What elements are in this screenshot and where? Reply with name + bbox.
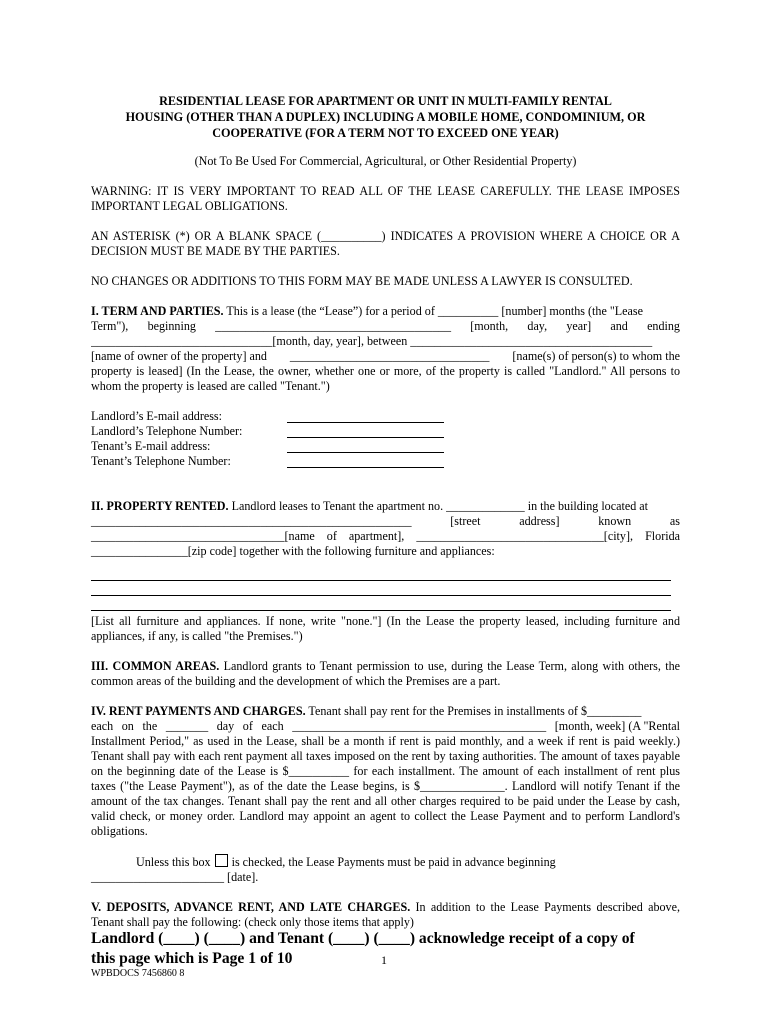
furniture-list-note: [List all furniture and appliances. If none, write "none."] (In the Lease the property leased, including furniture and appliances, if any, is called "the Premises.") (91, 614, 680, 643)
furniture-blank-line-1[interactable] (91, 566, 671, 581)
section-rent-payments (91, 704, 680, 885)
section1-line4 (91, 349, 680, 364)
s2-l2b: [street (450, 514, 481, 528)
s4-l2e: day (216, 719, 235, 733)
s1-l2a: Term"), (91, 319, 129, 333)
s1-l4b: _________________________________ (289, 349, 490, 363)
landlord-email-label: Landlord’s E-mail address: (91, 409, 222, 423)
s1-l2c: _______________________________________ (215, 319, 451, 333)
s2-l3d: _______________________________[city], (416, 529, 634, 543)
s4-l2c: the (142, 719, 158, 733)
furniture-list-blanks (91, 566, 680, 611)
s2-l2a: _____________________________________________________ (91, 514, 412, 528)
advance-text-a: Unless this box (136, 855, 211, 869)
asterisk-paragraph: AN ASTERISK (*) OR A BLANK SPACE (__________) INDICATES A PROVISION WHERE A CHOICE OR A DECISION MUST BE MADE BY THE PARTIES. (91, 229, 680, 258)
s1-l2f: year] (566, 319, 592, 333)
section-term-and-parties (91, 304, 680, 394)
page-number: 1 (381, 953, 387, 967)
title-line-3: COOPERATIVE (FOR A TERM NOT TO EXCEED ONE YEAR) (212, 126, 559, 140)
s1-l4a: [name of owner of the property] and (91, 349, 267, 363)
s1-l2b: beginning (147, 319, 196, 333)
document-id: WPBDOCS 7456860 8 (91, 968, 185, 979)
section1-line3: ______________________________[month, day, year], between ________________________________________ (91, 334, 653, 348)
landlord-phone-row (91, 424, 680, 439)
landlord-phone-blank[interactable] (287, 424, 444, 438)
title-line-2: HOUSING (OTHER THAN A DUPLEX) INCLUDING A MOBILE HOME, CONDOMINIUM, OR (125, 110, 646, 124)
s4-l1: Tenant shall pay rent for the Premises in installments of $_________ (305, 704, 642, 718)
section4-line2 (91, 719, 680, 734)
landlord-email-row (91, 409, 680, 424)
furniture-blank-line-2[interactable] (91, 581, 671, 596)
advance-date-line: ______________________ [date]. (91, 870, 259, 884)
s4-l2i: [month, week] (A "Rental (554, 719, 680, 733)
s2-l3c: apartment], (348, 529, 405, 543)
section1-heading: I. TERM AND PARTIES. (91, 304, 224, 318)
s2-l2e: as (669, 514, 680, 528)
tenant-email-label: Tenant’s E-mail address: (91, 439, 211, 453)
advance-payment-checkbox[interactable] (215, 854, 228, 867)
tenant-phone-row (91, 454, 680, 469)
s2-l3e: Florida (645, 529, 680, 543)
section1-line2 (91, 319, 680, 334)
section1-l1-text: This is a lease (the “Lease”) for a period of __________ [number] months (the "Lease (223, 304, 643, 318)
document-body (91, 93, 680, 930)
s4-l2f: of (242, 719, 253, 733)
s2-l2c: address] (519, 514, 560, 528)
document-title (91, 93, 680, 141)
advance-text-b: is checked, the Lease Payments must be paid in advance beginning (231, 855, 556, 869)
tenant-phone-blank[interactable] (287, 454, 444, 468)
section4-rest: Installment Period," as used in the Lease, shall be a month if rent is paid monthly, and a week if rent is paid weekly.) Tenant shall pay with each rent payment all taxes imposed on the rent by taxing authorities. The amount of taxes payable on the beginning date of the Lease is $__________ for each installment. The amount of each installment of rent plus taxes ("the Lease Payment"), as of the date the Lease begins, is $______________. Landlord will notify Tenant if the amount of the tax changes. Tenant shall pay the rent and all other charges required to be paid under the Lease by cash, valid check, or money order. Landlord may appoint an agent to collect the Lease Payment and to perform Landlord's obligations. (91, 734, 680, 838)
advance-payment-paragraph (91, 854, 680, 870)
section2-line4: ________________[zip code] together with the following furniture and appliances: (91, 544, 495, 558)
tenant-phone-label: Tenant’s Telephone Number: (91, 454, 231, 468)
s1-l2g: and (610, 319, 628, 333)
section2-line2 (91, 514, 680, 529)
section4-heading: IV. RENT PAYMENTS AND CHARGES. (91, 704, 306, 718)
section3-text: Landlord grants to Tenant permission to use, during the Lease Term, along with others, the common areas of the building and the development of which the Premises are a part. (91, 659, 681, 688)
ack-line-1: Landlord (____) (____) and Tenant (____) (____) acknowledge receipt of a copy of (91, 930, 635, 947)
section1-line1 (91, 304, 680, 319)
landlord-email-blank[interactable] (287, 409, 444, 423)
contact-fields (91, 409, 680, 469)
s2-l3b: of (326, 529, 337, 543)
section2-line3 (91, 529, 680, 544)
section-common-areas (91, 659, 680, 689)
section5-text: In addition to the Lease Payments described above, Tenant shall pay the following: (check only those items that apply) (91, 900, 680, 929)
s1-l2d: [month, (470, 319, 509, 333)
s4-l2b: on (121, 719, 134, 733)
acknowledgement-footer (91, 929, 691, 969)
s4-l2a: each (91, 719, 114, 733)
tenant-email-blank[interactable] (287, 439, 444, 453)
ack-line-2: this page which is Page 1 of 10 (91, 950, 293, 967)
title-line-1: RESIDENTIAL LEASE FOR APARTMENT OR UNIT IN MULTI-FAMILY RENTAL (159, 94, 612, 108)
s1-l2h: ending (647, 319, 680, 333)
landlord-phone-label: Landlord’s Telephone Number: (91, 424, 243, 438)
s2-l1: Landlord leases to Tenant the apartment no. _____________ in the building located at (228, 499, 648, 513)
s1-l4c: [name(s) of person(s) to whom the (512, 349, 680, 363)
section2-heading: II. PROPERTY RENTED. (91, 499, 229, 513)
s4-l2d: _______ (165, 719, 209, 733)
s4-l2g: each (261, 719, 284, 733)
s1-l2e: day, (527, 319, 548, 333)
section-property-rented (91, 499, 680, 644)
s2-l3a: ________________________________[name (91, 529, 315, 543)
s4-l2h: __________________________________________ (292, 719, 547, 733)
section1-rest: property is leased] (In the Lease, the owner, whether one or more, of the property is called "Landlord." All persons to whom the property is leased are called "Tenant.") (91, 364, 680, 393)
document-subtitle: (Not To Be Used For Commercial, Agricultural, or Other Residential Property) (194, 154, 577, 168)
s2-l2d: known (598, 514, 632, 528)
section3-heading: III. COMMON AREAS. (91, 659, 220, 673)
furniture-blank-line-3[interactable] (91, 596, 671, 611)
section5-heading: V. DEPOSITS, ADVANCE RENT, AND LATE CHARGES. (91, 900, 411, 914)
tenant-email-row (91, 439, 680, 454)
section2-line1 (91, 499, 680, 514)
no-changes-paragraph: NO CHANGES OR ADDITIONS TO THIS FORM MAY BE MADE UNLESS A LAWYER IS CONSULTED. (91, 274, 633, 288)
section4-line1 (91, 704, 680, 719)
warning-paragraph: WARNING: IT IS VERY IMPORTANT TO READ ALL OF THE LEASE CAREFULLY. THE LEASE IMPOSES IMPORTANT LEGAL OBLIGATIONS. (91, 184, 680, 213)
section-deposits (91, 900, 680, 930)
